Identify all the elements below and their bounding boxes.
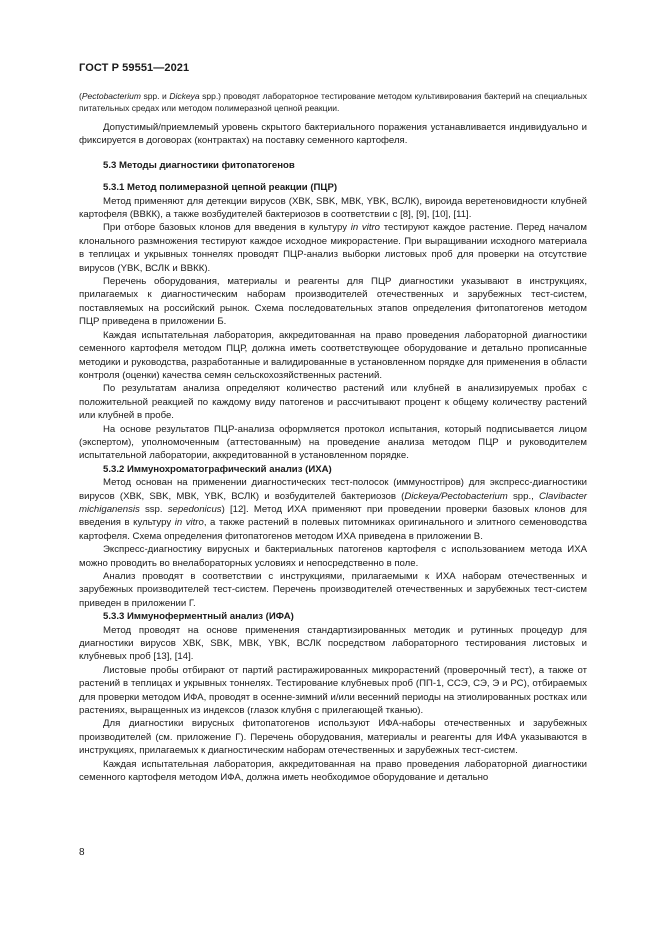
- ifa-paragraph-3: Для диагностики вирусных фитопатогенов используют ИФА-наборы отечественных и зарубежных производителей (см. приложение Г). Перечень оборудования, материалы и реагенты для ИФА указываются в инструкциях, прилагаемых к диагностическим наборам отечественных и зарубежных тест-систем.: [79, 718, 587, 757]
- pcr-paragraph-4: Каждая испытательная лаборатория, аккредитованная на право проведения лабораторной диагностики семенного картофеля методом ПЦР, должна иметь соответствующее оборудование и детально прописанные методики и руководства, разработанные и валидированные в установленном порядке для применения в области контроля (оценки) качества семян сельскохозяйственных растений.: [79, 329, 587, 381]
- paragraph-acceptable-level: Допустимый/приемлемый уровень скрытого бактериального поражения устанавливается индивидуально и фиксируется в договорах (контрактах) на поставку семенного картофеля.: [79, 122, 587, 147]
- pcr-paragraph-2: При отборе базовых клонов для введения в культуру in vitro тестируют каждое растение. Перед началом клонального размножения тестируют каждое исходное микрорастение. При выращивании исходного материала в теплицах и укрывных тоннелях проводят ПЦР-анализ выборки листовых проб для проверки на отсутствие вирусов (YBK, ВСЛК и ВВКК).: [79, 222, 588, 274]
- intro-continuation: (Pectobacterium spp. и Dickeya spp.) проводят лабораторное тестирование методом культивирования бактерий на специальных питательных средах или методом полимеразной цепной реакции.: [79, 91, 587, 113]
- ifa-paragraph-4: Каждая испытательная лаборатория, аккредитованная на право проведения лабораторной диагностики семенного картофеля методом ИФА, должна иметь необходимое оборудование и детально: [79, 758, 587, 784]
- iha-paragraph-3: Анализ проводят в соответствии с инструкциями, прилагаемыми к ИХА наборам отечественных и зарубежных производителей тест-систем. Перечень производителей отечественных и зарубежных тест-систем приведен в приложении Г.: [79, 571, 587, 609]
- iha-paragraph-2: Экспресс-диагностику вирусных и бактериальных патогенов картофеля с использованием метода ИХА можно проводить во внелабораторных условиях и непосредственно в поле.: [79, 544, 587, 569]
- pcr-paragraph-6: На основе результатов ПЦР-анализа оформляется протокол испытания, который подписывается лицом (экспертом), уполномоченным (аттестованным) на проведение анализа методом ПЦР и руководителем испытательной лаборатории, аккредитованной в установленном порядке.: [79, 423, 587, 462]
- page-number: 8: [79, 847, 85, 858]
- document-header: ГОСТ Р 59551—2021: [79, 62, 190, 74]
- ifa-paragraph-2: Листовые пробы отбирают от партий растиражированных микрорастений (проверочный тест), а также от растений в теплицах и укрывных тоннелях. Тестирование клубневых проб (ПП-1, ССЭ, СЭ, Э и РС), отбираемых для проверки методом ИФА, проводят в осенне-зимний и/или весенний периоды на этиолированных ростках или растениях, выращенных из индексов (глазок клубня с прилегающей тканью).: [79, 664, 587, 717]
- ifa-paragraph-1: Метод проводят на основе применения стандартизированных методик и рутинных процедур для диагностики вирусов ХВК, SBK, МВК, YBK, ВСЛК посредством лабораторного тестирования листовых и клубневых проб [13], [14].: [79, 624, 587, 663]
- pcr-paragraph-3: Перечень оборудования, материалы и реагенты для ПЦР диагностики указывают в инструкциях, прилагаемых к диагностическим наборам производителей отечественных и зарубежных тест-систем, поставляемых на российский рынок. Схема последовательных этапов определения фитопатогенов методом ПЦР приведена в приложении Б.: [79, 276, 587, 328]
- genus-dickeya: Dickeya: [169, 91, 200, 101]
- genus-pectobacterium: Pectobacterium: [81, 91, 141, 101]
- page-body: [79, 90, 587, 785]
- pcr-paragraph-1: Метод применяют для детекции вирусов (ХВК, SBK, МВК, YBK, ВСЛК), вироида веретеновидности клубней картофеля (ВВКК), а также возбудителей бактериозов в соответствии с [8], [9], [10], [11].: [79, 195, 587, 221]
- heading-5-3-2: 5.3.2 Иммунохроматографический анализ (ИХА): [103, 463, 332, 475]
- pcr-paragraph-5: По результатам анализа определяют количество растений или клубней в анализируемых пробах с положительной реакцией по каждому виду патогенов и рассчитывают процент к общему количеству растений или клубней в пробе.: [79, 383, 587, 422]
- heading-5-3-3: 5.3.3 Иммуноферментный анализ (ИФА): [103, 611, 294, 623]
- heading-5-3-1: 5.3.1 Метод полимеразной цепной реакции (ПЦР): [103, 182, 338, 194]
- iha-paragraph-1: Метод основан на применении диагностических тест-полосок (иммуностripов) для экспресс-диагностики вирусов (ХВК, SBK, МВК, YBK, ВСЛК) и возбудителей бактериозов (Dickeya/Pectobacterium spp., Clavibacter michiganensis ssp. sepedonicus) [12]. Метод ИХА применяют при проведении проверки базовых клонов для введения в культуру in vitro, а также растений в полевых питомниках оригинального и элитного семеноводства картофеля. Схема определения фитопатогенов методом ИХА приведена в приложении В.: [79, 477, 587, 542]
- heading-5-3: 5.3 Методы диагностики фитопатогенов: [103, 159, 295, 171]
